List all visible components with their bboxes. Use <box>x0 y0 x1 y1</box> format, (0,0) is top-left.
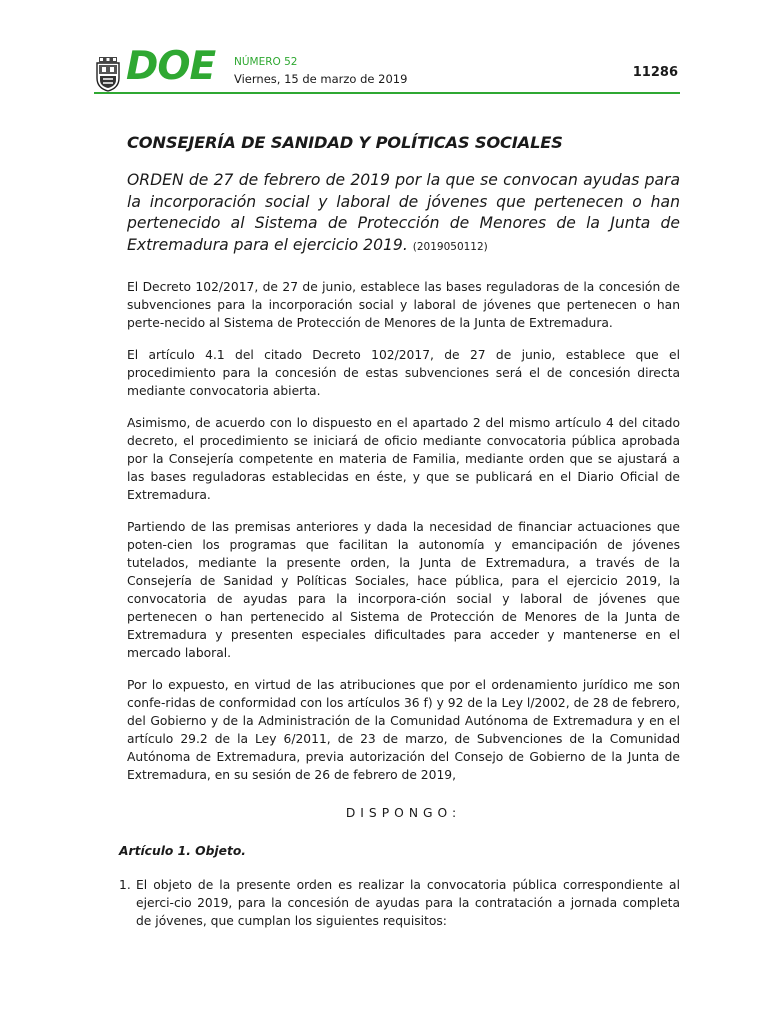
section-title: CONSEJERÍA DE SANIDAD Y POLÍTICAS SOCIALES <box>127 133 563 152</box>
order-title-text: ORDEN de 27 de febrero de 2019 por la que se convocan ayudas para la incorporación social y laboral de jóvenes que pertenecen o han pertenecido al Sistema de Protección de Menores de la Junta de Extremadura para el ejercicio 2019. <box>127 171 680 254</box>
issue-date: Viernes, 15 de marzo de 2019 <box>234 72 408 86</box>
issue-number: NÚMERO 52 <box>234 56 298 68</box>
extremadura-crest-icon <box>94 56 122 92</box>
page-header <box>94 44 680 94</box>
list-item-number: 1. <box>119 878 131 892</box>
article-heading: Artículo 1. Objeto. <box>119 844 246 858</box>
paragraph: El artículo 4.1 del citado Decreto 102/2017, de 27 de junio, establece que el procedimiento para la concesión de estas subvenciones será el de concesión directa mediante convocatoria abierta. <box>127 348 680 398</box>
paragraph: Por lo expuesto, en virtud de las atribuciones que por el ordenamiento jurídico me son confe-ridas de conformidad con los artículos 36 f) y 92 de la Ley l/2002, de 28 de febrero, del Gobierno y de la Administración de la Comunidad Autónoma de Extremadura y en el artículo 29.2 de la Ley 6/2011, de 23 de marzo, de Subvenciones de la Comunidad Autónoma de Extremadura, previa autorización del Consejo de Gobierno de la Junta de Extremadura, en su sesión de 26 de febrero de 2019, <box>127 678 680 782</box>
document-body <box>119 133 680 930</box>
paragraph: El Decreto 102/2017, de 27 de junio, establece las bases reguladoras de la concesión de subvenciones para la incorporación social y laboral de jóvenes que pertenecen o han perte-necido al Sistema de Protección de Menores de la Junta de Extremadura. <box>127 280 680 330</box>
paragraph: Partiendo de las premisas anteriores y dada la necesidad de financiar actuaciones que poten-cien los programas que facilitan la autonomía y emancipación de jóvenes tutelados, mediante la presente orden, la Junta de Extremadura, a través de la Consejería de Sanidad y Políticas Sociales, hace pública, para el ejercicio 2019, la convocatoria de ayudas para la incorpora-ción social y laboral de jóvenes que pertenecen o han pertenecido al Sistema de Protección de Menores de la Junta de Extremadura y presenten especiales dificultades para acceder y mantenerse en el mercado laboral. <box>127 520 680 660</box>
article-list <box>119 876 680 930</box>
page-number: 11286 <box>632 65 678 80</box>
doe-logo: DOE <box>126 44 216 89</box>
dispongo-heading: DISPONGO: <box>345 806 462 820</box>
list-item <box>119 876 680 930</box>
paragraph: Asimismo, de acuerdo con lo dispuesto en el apartado 2 del mismo artículo 4 del citado decreto, el procedimiento se iniciará de oficio mediante convocatoria pública aprobada por la Consejería competente en materia de Familia, mediante orden que se ajustará a las bases reguladoras establecidas en éste, y que se publicará en el Diario Oficial de Extremadura. <box>127 416 680 502</box>
header-divider <box>94 92 680 94</box>
order-code: (2019050112) <box>412 240 488 253</box>
order-title <box>127 170 680 258</box>
list-item-text: El objeto de la presente orden es realizar la convocatoria pública correspondiente al ejerci-cio 2019, para la concesión de ayudas para la contratación a jornada completa de jóvenes, que cumplan los siguientes requisitos: <box>136 878 680 928</box>
